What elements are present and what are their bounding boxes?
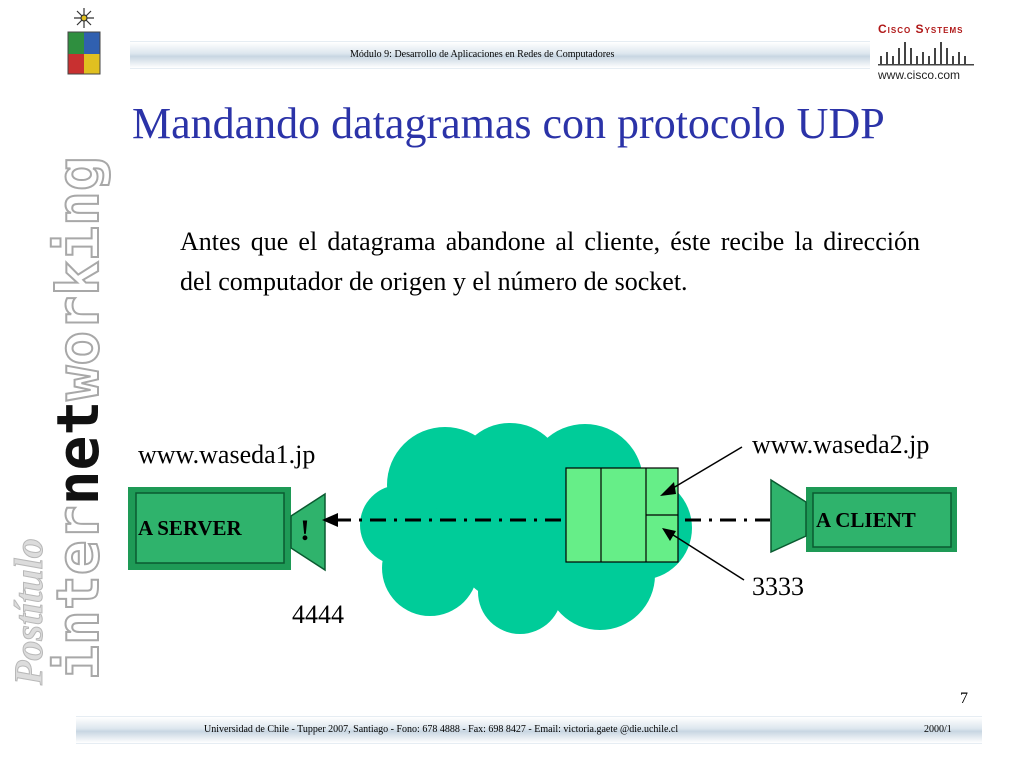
module-title: Módulo 9: Desarrollo de Aplicaciones en Redes de Computadores (350, 49, 615, 60)
sidebar-word-pre: inter (44, 505, 112, 680)
arrival-mark: ! (300, 514, 310, 547)
footer-term: 2000/1 (924, 724, 952, 735)
server-label: A SERVER (138, 516, 242, 540)
server-host: www.waseda1.jp (138, 440, 316, 469)
sidebar-word-bold: net (44, 400, 112, 506)
cisco-url: www.cisco.com (878, 68, 961, 82)
server-port: 4444 (292, 600, 344, 629)
client-host: www.waseda2.jp (752, 430, 930, 459)
cisco-brand: Cisco Systems (878, 22, 964, 36)
client-label: A CLIENT (816, 508, 916, 532)
page-number: 7 (960, 690, 968, 707)
footer-bar (76, 716, 982, 744)
client-port-socket (771, 480, 806, 552)
slide-title: Mandando datagramas con protocolo UDP (132, 99, 885, 148)
slide-body: Antes que el datagrama abandone al cliente, éste recibe la dirección del computador de origen y el número de socket. (180, 227, 920, 296)
footer-contact: Universidad de Chile - Tupper 2007, Santiago - Fono: 678 4888 - Fax: 698 8427 - Email: victoria.gaete @die.uchile.cl (204, 724, 679, 735)
sidebar-word-post: working (44, 156, 112, 401)
sidebar-program: Postítulo (6, 538, 51, 685)
pointer-address (668, 447, 742, 491)
datagram-packet (566, 468, 678, 562)
client-port: 3333 (752, 572, 804, 601)
